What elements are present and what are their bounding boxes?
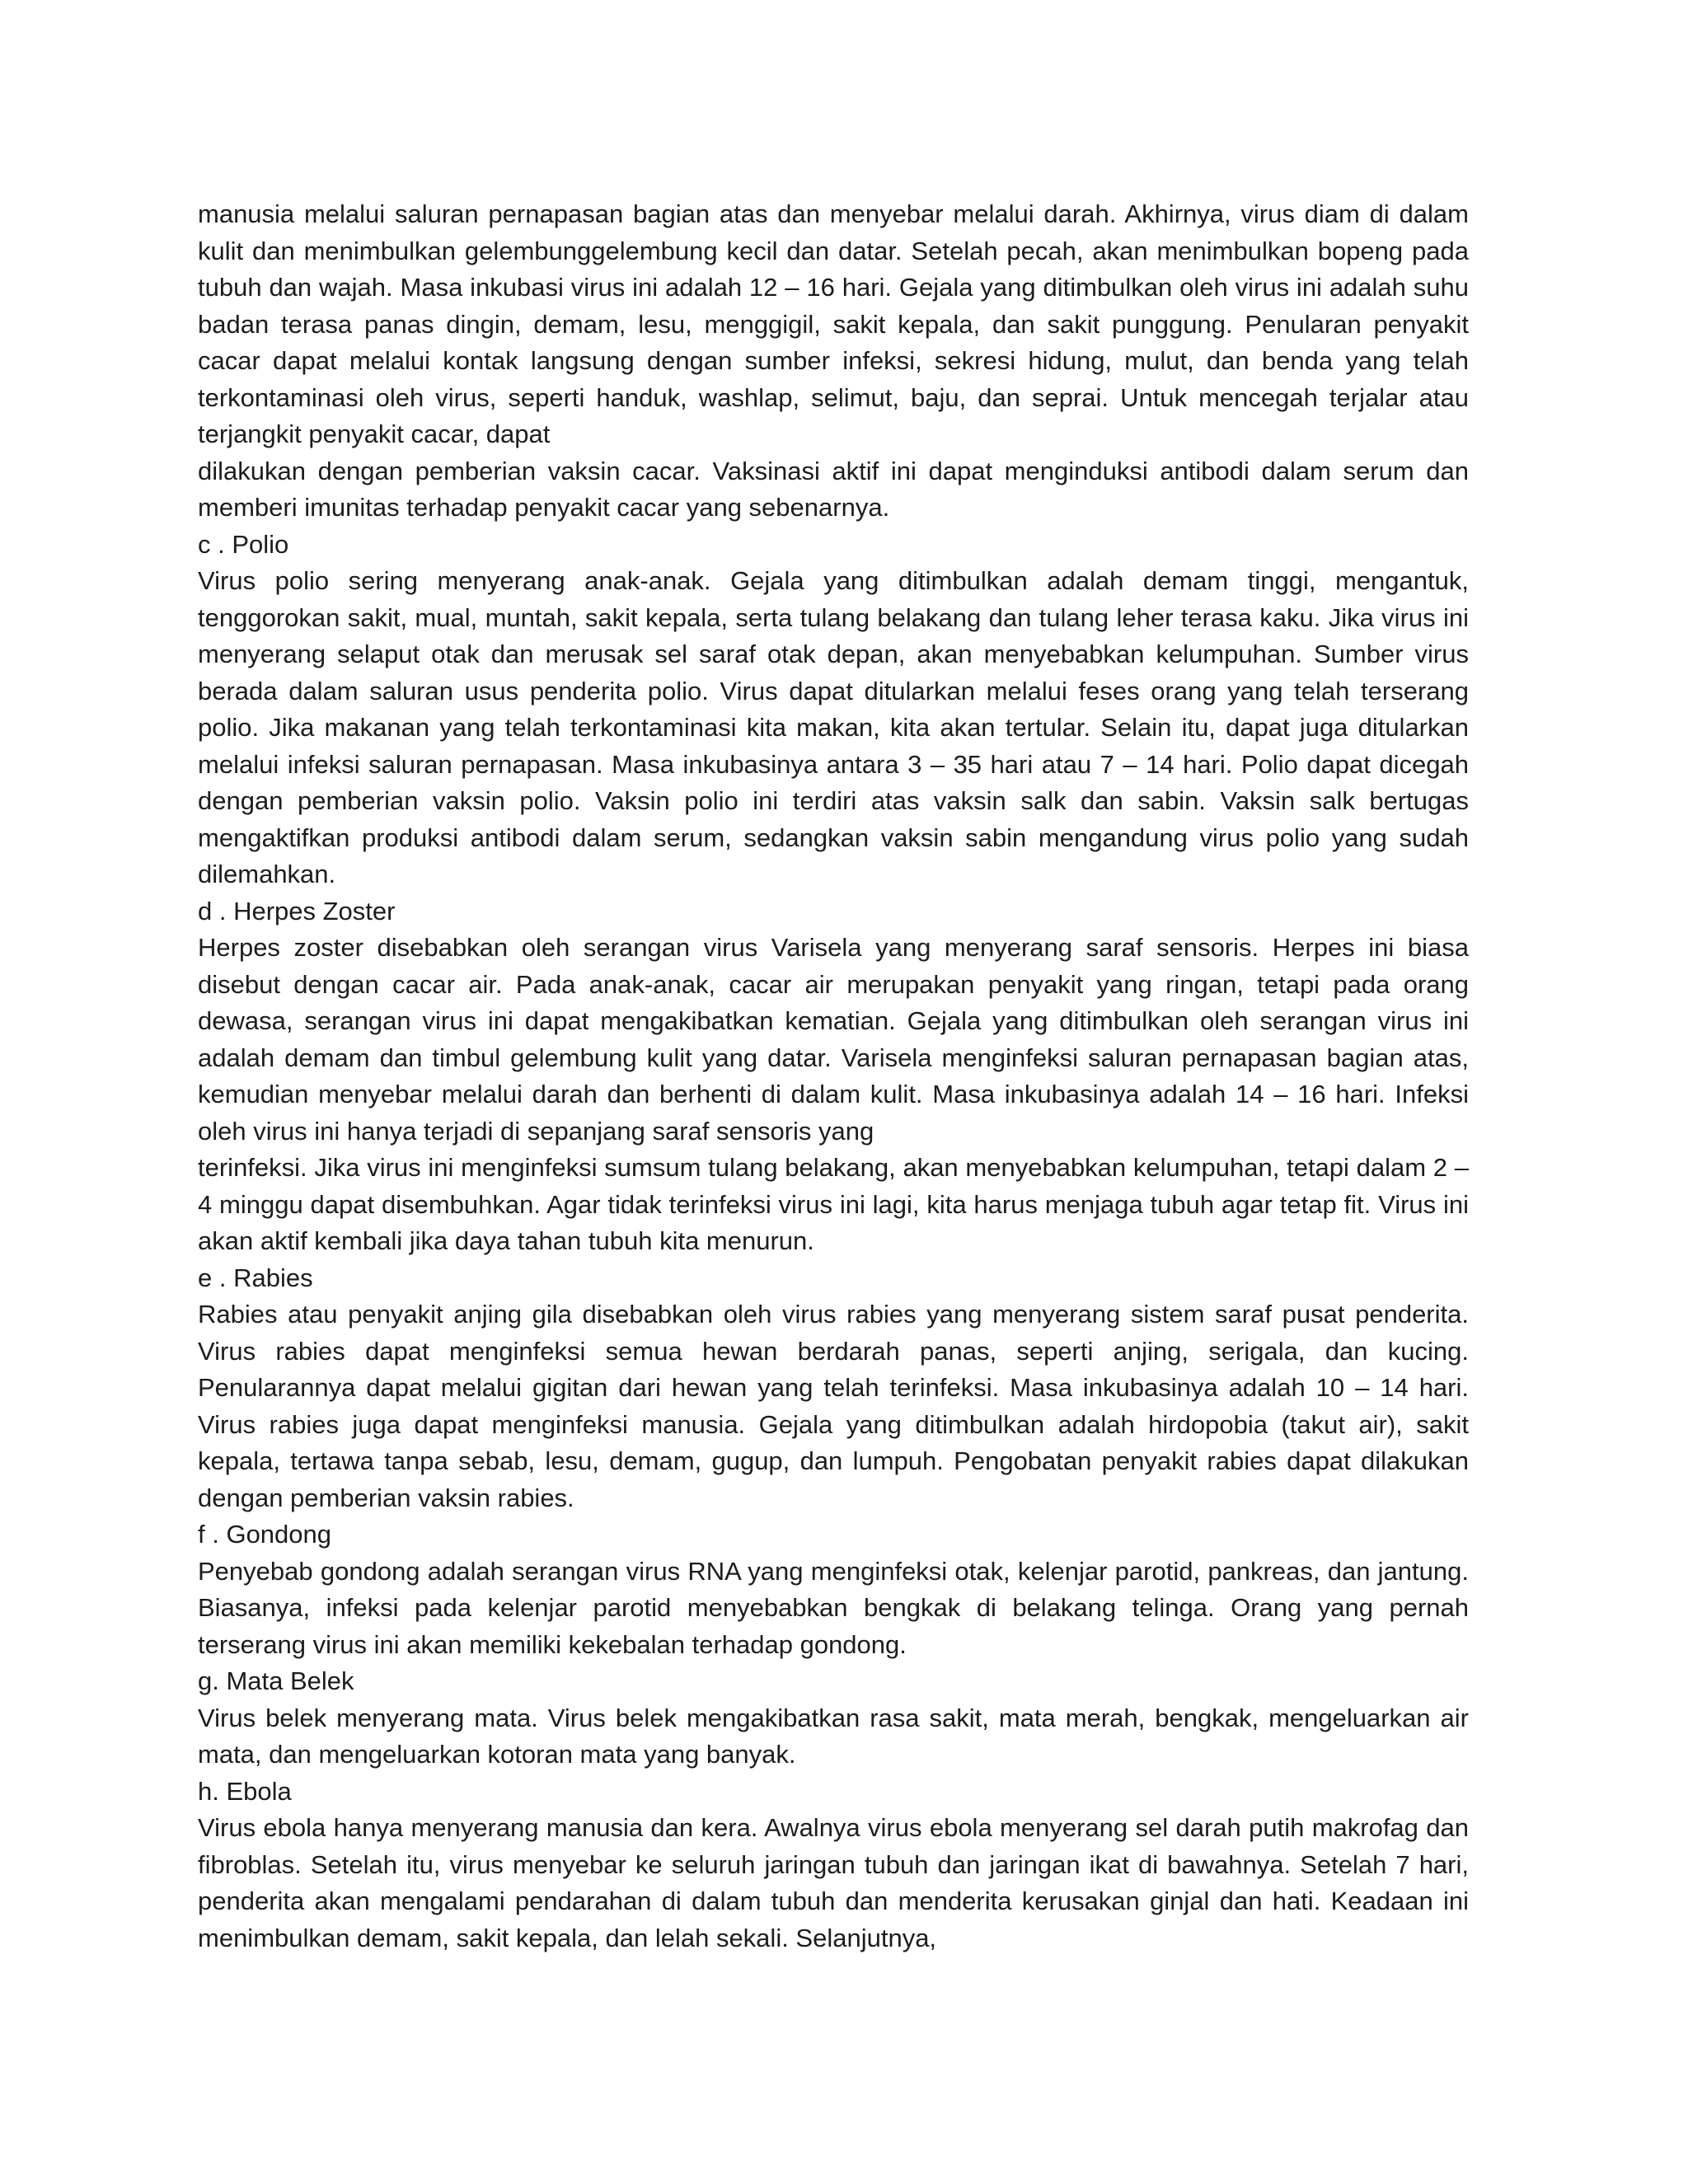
document-page xyxy=(198,196,1469,1957)
paragraph-gondong: Penyebab gondong adalah serangan virus RNA yang menginfeksi otak, kelenjar parotid, pankreas, dan jantung. Biasanya, infeksi pada kelenjar parotid menyebabkan bengkak di belakang telinga. Orang yang pernah terserang virus ini akan memiliki kekebalan terhadap gondong. xyxy=(198,1556,1469,1659)
heading-ebola: h. Ebola xyxy=(198,1776,292,1806)
paragraph-ebola: Virus ebola hanya menyerang manusia dan kera. Awalnya virus ebola menyerang sel darah putih makrofag dan fibroblas. Setelah itu, virus menyebar ke seluruh jaringan tubuh dan jaringan ikat di bawahnya. Setelah 7 hari, penderita akan mengalami pendarahan di dalam tubuh dan menderita kerusakan ginjal dan hati. Keadaan ini menimbulkan demam, sakit kepala, dan lelah sekali. Selanjutnya, xyxy=(198,1813,1469,1952)
heading-herpes-zoster: d . Herpes Zoster xyxy=(198,896,396,926)
heading-mata-belek: g. Mata Belek xyxy=(198,1666,354,1695)
paragraph-smallpox-transmission: manusia melalui saluran pernapasan bagian atas dan menyebar melalui darah. Akhirnya, virus diam di dalam kulit dan menimbulkan gelembunggelembung kecil dan datar. Setelah pecah, akan menimbulkan bopeng pada tubuh dan wajah. Masa inkubasi virus ini adalah 12 – 16 hari. Gejala yang ditimbulkan oleh virus ini adalah suhu badan terasa panas dingin, demam, lesu, menggigil, sakit kepala, dan sakit punggung. Penularan penyakit cacar dapat melalui kontak langsung dengan sumber infeksi, sekresi hidung, mulut, dan benda yang telah terkontaminasi oleh virus, seperti handuk, washlap, selimut, baju, dan seprai. Untuk mencegah terjalar atau terjangkit penyakit cacar, dapat xyxy=(198,199,1469,448)
paragraph-rabies: Rabies atau penyakit anjing gila disebabkan oleh virus rabies yang menyerang sistem saraf pusat penderita. Virus rabies dapat menginfeksi semua hewan berdarah panas, seperti anjing, serigala, dan kucing. Penularannya dapat melalui gigitan dari hewan yang telah terinfeksi. Masa inkubasinya adalah 10 – 14 hari. Virus rabies juga dapat menginfeksi manusia. Gejala yang ditimbulkan adalah hirdopobia (takut air), sakit kepala, tertawa tanpa sebab, lesu, demam, gugup, dan lumpuh. Pengobatan penyakit rabies dapat dilakukan dengan pemberian vaksin rabies. xyxy=(198,1300,1469,1512)
paragraph-herpes-zoster: Herpes zoster disebabkan oleh serangan virus Varisela yang menyerang saraf sensoris. Herpes ini biasa disebut dengan cacar air. Pada anak-anak, cacar air merupakan penyakit yang ringan, tetapi pada orang dewasa, serangan virus ini dapat mengakibatkan kematian. Gejala yang ditimbulkan oleh serangan virus ini adalah demam dan timbul gelembung kulit yang datar. Varisela menginfeksi saluran pernapasan bagian atas, kemudian menyebar melalui darah dan berhenti di dalam kulit. Masa inkubasinya adalah 14 – 16 hari. Infeksi oleh virus ini hanya terjadi di sepanjang saraf sensoris yang xyxy=(198,933,1469,1146)
paragraph-herpes-zoster-continued: terinfeksi. Jika virus ini menginfeksi sumsum tulang belakang, akan menyebabkan kelumpuhan, tetapi dalam 2 – 4 minggu dapat disembuhkan. Agar tidak terinfeksi virus ini lagi, kita harus menjaga tubuh agar tetap fit. Virus ini akan aktif kembali jika daya tahan tubuh kita menurun. xyxy=(198,1153,1469,1255)
heading-polio: c . Polio xyxy=(198,529,289,559)
paragraph-smallpox-vaccine: dilakukan dengan pemberian vaksin cacar. Vaksinasi aktif ini dapat menginduksi antibodi dalam serum dan memberi imunitas terhadap penyakit cacar yang sebenarnya. xyxy=(198,456,1469,522)
heading-rabies: e . Rabies xyxy=(198,1263,313,1292)
paragraph-polio: Virus polio sering menyerang anak-anak. Gejala yang ditimbulkan adalah demam tinggi, mengantuk, tenggorokan sakit, mual, muntah, sakit kepala, serta tulang belakang dan tulang leher terasa kaku. Jika virus ini menyerang selaput otak dan merusak sel saraf otak depan, akan menyebabkan kelumpuhan. Sumber virus berada dalam saluran usus penderita polio. Virus dapat ditularkan melalui feses orang yang telah terserang polio. Jika makanan yang telah terkontaminasi kita makan, kita akan tertular. Selain itu, dapat juga ditularkan melalui infeksi saluran pernapasan. Masa inkubasinya antara 3 – 35 hari atau 7 – 14 hari. Polio dapat dicegah dengan pemberian vaksin polio. Vaksin polio ini terdiri atas vaksin salk dan sabin. Vaksin salk bertugas mengaktifkan produksi antibodi dalam serum, sedangkan vaksin sabin mengandung virus polio yang sudah dilemahkan. xyxy=(198,566,1469,888)
paragraph-mata-belek: Virus belek menyerang mata. Virus belek mengakibatkan rasa sakit, mata merah, bengkak, mengeluarkan air mata, dan mengeluarkan kotoran mata yang banyak. xyxy=(198,1703,1469,1769)
heading-gondong: f . Gondong xyxy=(198,1520,332,1549)
